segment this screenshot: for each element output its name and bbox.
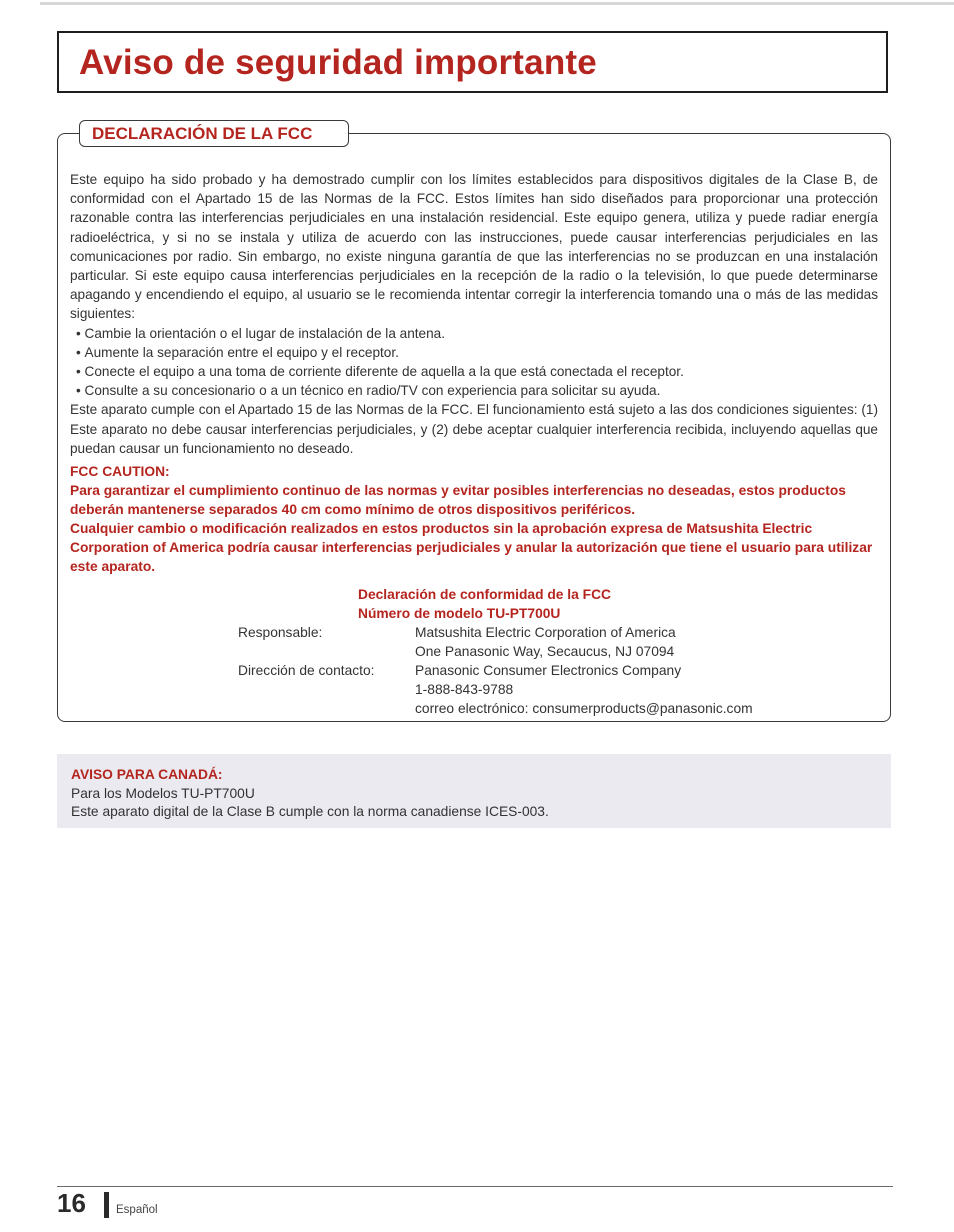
list-item: • Aumente la separación entre el equipo y el receptor. <box>76 343 878 362</box>
page-number: 16 <box>57 1188 86 1218</box>
top-rule <box>40 2 954 5</box>
language-label: Español <box>116 1204 158 1216</box>
fcc-body <box>70 170 878 458</box>
fcc-measures-list <box>70 324 878 401</box>
fcc-section-tab <box>79 120 349 147</box>
fcc-caution <box>70 462 880 576</box>
responsible-value <box>415 623 878 661</box>
contact-email: correo electrónico: consumerproducts@panasonic.com <box>415 701 753 716</box>
footer-rule <box>57 1186 893 1187</box>
list-item: • Consulte a su concesionario o a un técnico en radio/TV con experiencia para solicitar su ayuda. <box>76 381 878 400</box>
contact-row <box>238 661 878 718</box>
caution-text-1: Para garantizar el cumplimiento continuo de las normas y evitar posibles interferencias no deseadas, estos productos deberán mantenerse separados 40 cm como mínimo de otros dispositivos periféricos. <box>70 483 846 517</box>
declaration-title: Declaración de conformidad de la FCC <box>358 587 611 602</box>
responsible-line-2: One Panasonic Way, Secaucus, NJ 07094 <box>415 644 675 659</box>
declaration-model: Número de modelo TU-PT700U <box>358 606 561 621</box>
canada-notice <box>57 754 891 828</box>
fcc-paragraph-2: Este aparato cumple con el Apartado 15 de las Normas de la FCC. El funcionamiento está sujeto a las dos condiciones siguientes: (1) Este aparato no debe causar interferencias perjudiciales, y (2) debe aceptar cualquier interferencia recibida, incluyendo aquellas que puedan causar un funcionamiento no deseado. <box>70 402 878 456</box>
canada-line-2: Este aparato digital de la Clase B cumple con la norma canadiense ICES-003. <box>71 804 549 819</box>
contact-label: Dirección de contacto: <box>238 663 375 678</box>
canada-title: AVISO PARA CANADÁ: <box>71 767 223 782</box>
caution-text-2: Cualquier cambio o modificación realizados en estos productos sin la aprobación expresa de Matsushita Electric Corporation of America podría causar interferencias perjudiciales y anular la autorización que tiene el usuario para utilizar este aparato. <box>70 521 873 574</box>
responsible-row <box>238 623 878 661</box>
canada-line-1: Para los Modelos TU-PT700U <box>71 785 255 801</box>
fcc-paragraph-1: Este equipo ha sido probado y ha demostrado cumplir con los límites establecidos para dispositivos digitales de la Clase B, de conformidad con el Apartado 15 de las Normas de la FCC. Estos límites han sido diseñados para proporcionar una protección razonable contra las interferencias perjudiciales en una instalación residencial. Este equipo genera, utiliza y puede radiar energía radioeléctrica, y si no se instala y utiliza de acuerdo con las instrucciones, puede causar interferencias perjudiciales en las comunicaciones por radio. Sin embargo, no existe ninguna garantía de que las interferencias no se produzcan en una instalación particular. Si este equipo causa interferencias perjudiciales en la recepción de la radio o la televisión, lo que puede determinarse apagando y encendiendo el equipo, al usuario se le recomienda intentar corregir la interferencia tomando una o más de las medidas siguientes: <box>70 172 878 322</box>
page-number-bar <box>104 1192 109 1218</box>
declaration-of-conformity <box>238 585 878 718</box>
responsible-line-1: Matsushita Electric Corporation of America <box>415 625 676 640</box>
title-box <box>57 31 888 93</box>
page-title: Aviso de seguridad importante <box>79 43 597 82</box>
caution-title: FCC CAUTION: <box>70 464 170 479</box>
responsible-label: Responsable: <box>238 625 323 640</box>
contact-phone: 1-888-843-9788 <box>415 682 514 697</box>
list-item: • Conecte el equipo a una toma de corriente diferente de aquella a la que está conectada el receptor. <box>76 362 878 381</box>
list-item: • Cambie la orientación o el lugar de instalación de la antena. <box>76 324 878 343</box>
contact-line-1: Panasonic Consumer Electronics Company <box>415 663 682 678</box>
fcc-heading: DECLARACIÓN DE LA FCC <box>92 124 313 143</box>
contact-value <box>415 661 878 718</box>
